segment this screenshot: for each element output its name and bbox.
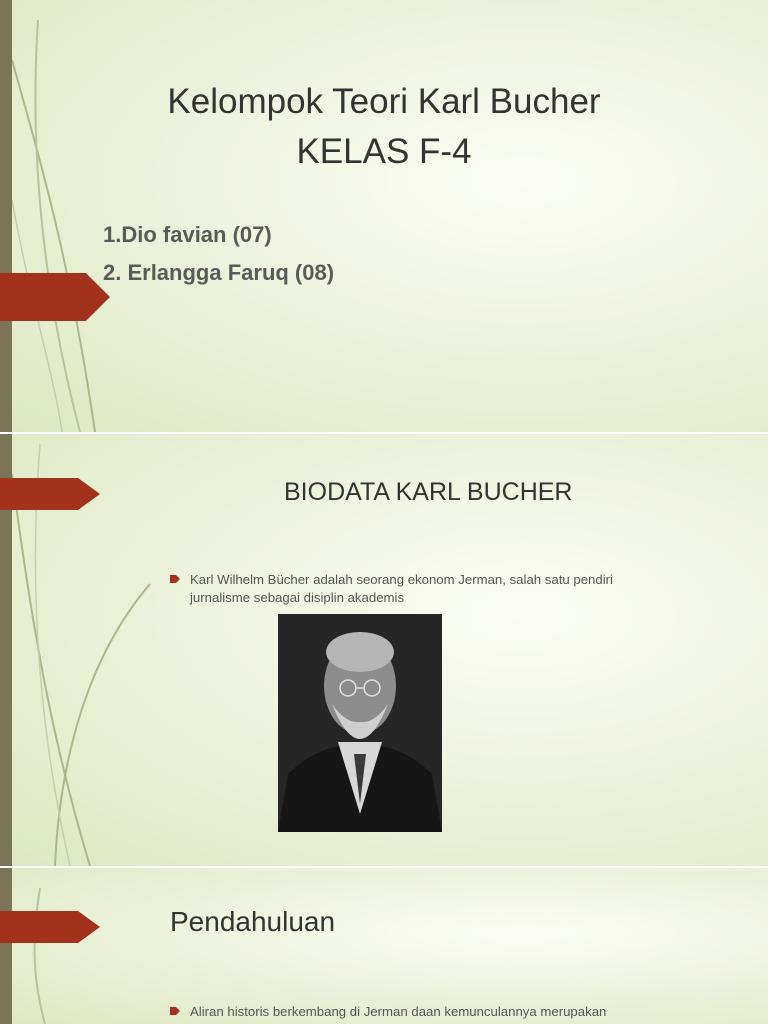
- slide-pendahuluan: [0, 868, 768, 1024]
- decorative-swirl: [0, 868, 120, 1024]
- bullet-text: Karl Wilhelm Bücher adalah seorang ekonom Jerman, salah satu pendiri: [190, 572, 613, 587]
- portrait-photo: [278, 614, 442, 832]
- bullet-item: [190, 1003, 720, 1021]
- slide-title-line2: KELAS F-4: [296, 132, 472, 171]
- decorative-swirl: [0, 0, 120, 432]
- bullet-arrow-icon: [170, 1007, 180, 1015]
- left-bar: [0, 868, 12, 1024]
- left-bar: [0, 0, 12, 432]
- member-item: 2. Erlangga Faruq (08): [103, 260, 335, 285]
- member-list: [103, 216, 334, 292]
- bullet-item: [190, 571, 730, 607]
- slide-heading: BIODATA KARL BUCHER: [284, 478, 573, 506]
- bullet-text: Aliran historis berkembang di Jerman daan kemunculannya merupakan: [190, 1004, 607, 1019]
- bullet-arrow-icon: [170, 575, 180, 583]
- bullet-text: jurnalisme sebagai disiplin akademis: [190, 590, 405, 605]
- slide-heading: Pendahuluan: [170, 906, 336, 937]
- slide-title: [0, 0, 768, 432]
- member-item: 1.Dio favian (07): [103, 222, 272, 247]
- slide-title-line1: Kelompok Teori Karl Bucher: [167, 82, 601, 121]
- slide-biodata: [0, 434, 768, 866]
